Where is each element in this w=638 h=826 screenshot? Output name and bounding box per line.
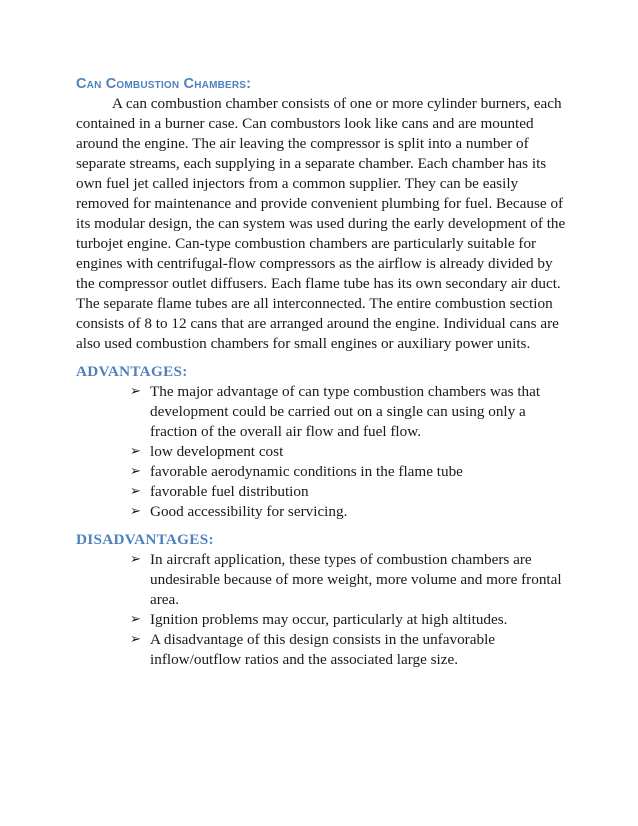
disadvantages-heading: DISADVANTAGES: — [76, 531, 214, 548]
arrow-bullet-icon: ➢ — [130, 504, 141, 519]
arrow-bullet-icon: ➢ — [130, 444, 141, 459]
list-item-text: Good accessibility for servicing. — [150, 503, 348, 520]
list-item-text: Ignition problems may occur, particularly at high altitudes. — [150, 611, 508, 628]
list-item — [130, 610, 568, 630]
list-item — [130, 462, 568, 482]
arrow-bullet-icon: ➢ — [130, 612, 141, 627]
list-item — [130, 630, 568, 670]
arrow-bullet-icon: ➢ — [130, 484, 141, 499]
arrow-bullet-icon: ➢ — [130, 384, 141, 399]
section-heading: Can Combustion Chambers: — [76, 76, 252, 92]
disadvantages-list — [76, 550, 568, 670]
list-item — [130, 382, 568, 442]
list-item-text: low development cost — [150, 443, 284, 460]
body-paragraph: A can combustion chamber consists of one or more cylinder burners, each contained in a burner case. Can combustors look like cans and are mounted around the engine. The air leaving the compressor is split into a number of separate streams, each supplying in a separate chamber. Each chamber has its own fuel jet called injectors from a common supplier. They can be easily removed for maintenance and provide convenient plumbing for fuel. Because of its modular design, the can system was used during the early development of the turbojet engine. Can-type combustion chambers are particularly suitable for engines with centrifugal-flow compressors as the airflow is already divided by the compressor outlet diffusers. Each flame tube has its own secondary air duct. The separate flame tubes are all interconnected. The entire combustion section consists of 8 to 12 cans that are arranged around the engine. Individual cans are also used combustion chambers for small engines or auxiliary power units. — [76, 95, 566, 352]
list-item-text: favorable fuel distribution — [150, 483, 309, 500]
list-item-text: A disadvantage of this design consists in the unfavorable inflow/outflow ratios and the associated large size. — [150, 631, 496, 668]
list-item-text: In aircraft application, these types of combustion chambers are undesirable because of more weight, more volume and more frontal area. — [150, 551, 562, 608]
arrow-bullet-icon: ➢ — [130, 632, 141, 647]
arrow-bullet-icon: ➢ — [130, 464, 141, 479]
advantages-list — [76, 382, 568, 522]
list-item — [130, 482, 568, 502]
list-item-text: favorable aerodynamic conditions in the flame tube — [150, 463, 463, 480]
list-item — [130, 502, 568, 522]
list-item — [130, 550, 568, 610]
list-item-text: The major advantage of can type combustion chambers was that development could be carried out on a single can using only a fraction of the overall air flow and fuel flow. — [150, 383, 541, 440]
document-page — [76, 74, 568, 670]
arrow-bullet-icon: ➢ — [130, 552, 141, 567]
advantages-heading: ADVANTAGES: — [76, 363, 188, 380]
list-item — [130, 442, 568, 462]
